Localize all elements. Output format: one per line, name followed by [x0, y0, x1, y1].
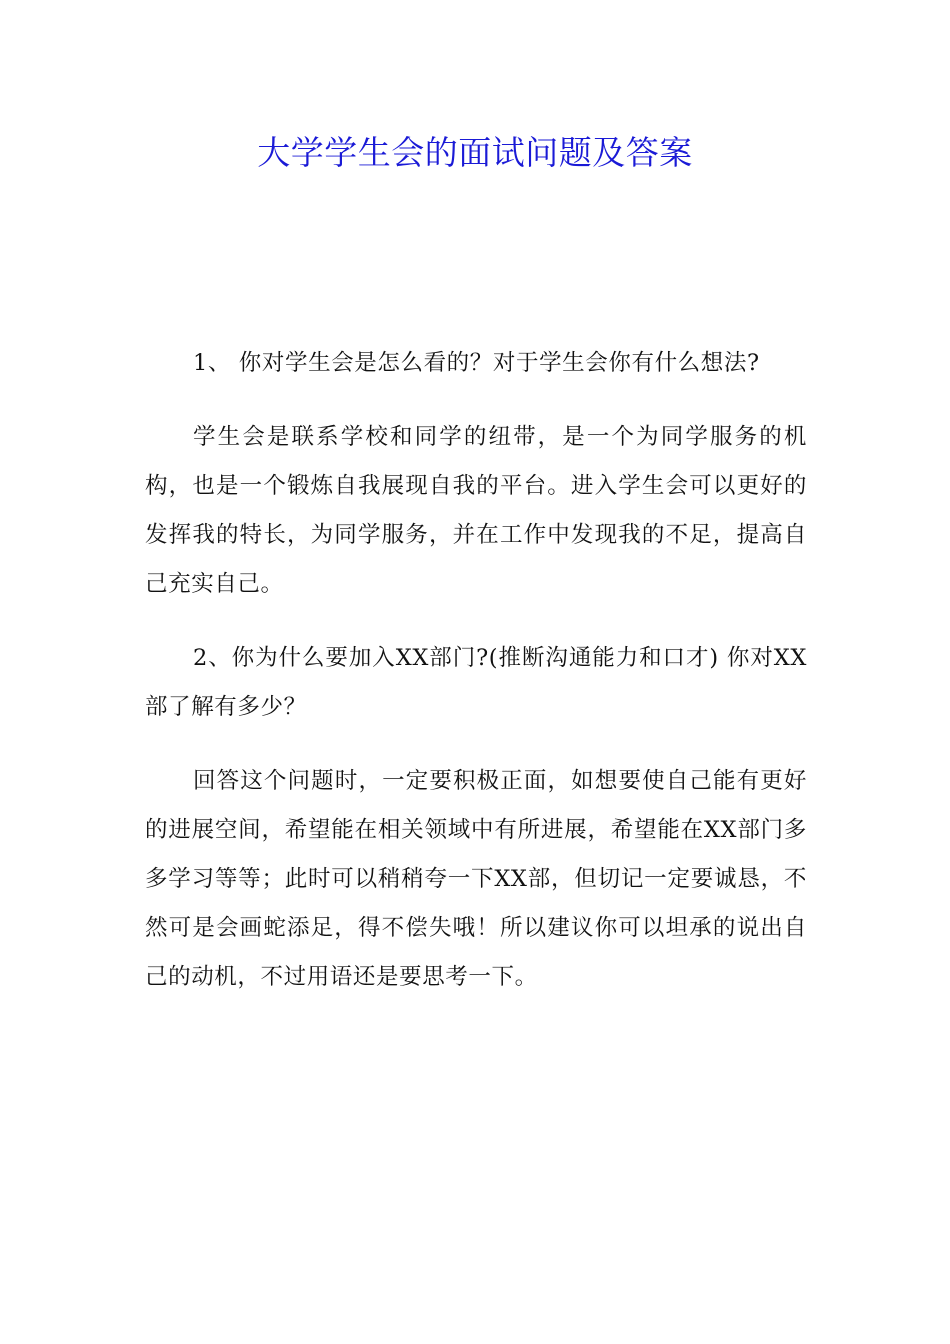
paragraph-question-2: 2、你为什么要加入XX部门?(推断沟通能力和口才) 你对XX部了解有多少？ — [145, 645, 807, 720]
paragraph-question-1: 1、 你对学生会是怎么看的？对于学生会你有什么想法? — [193, 350, 760, 376]
paragraph-answer-1: 学生会是联系学校和同学的纽带，是一个为同学服务的机构，也是一个锻炼自我展现自我的平台。进入学生会可以更好的发挥我的特长，为同学服务，并在工作中发现我的不足，提高自己充实自己。 — [145, 424, 807, 597]
document-title: 大学学生会的面试问题及答案 — [257, 133, 693, 172]
paragraph-answer-2: 回答这个问题时，一定要积极正面，如想要使自己能有更好的进展空间，希望能在相关领域中有所进展，希望能在XX部门多多学习等等；此时可以稍稍夸一下XX部，但切记一定要诚恳，不然可是会画蛇添足，得不偿失哦！所以建议你可以坦承的说出自己的动机，不过用语还是要思考一下。 — [145, 768, 807, 990]
document-body — [145, 339, 807, 1027]
